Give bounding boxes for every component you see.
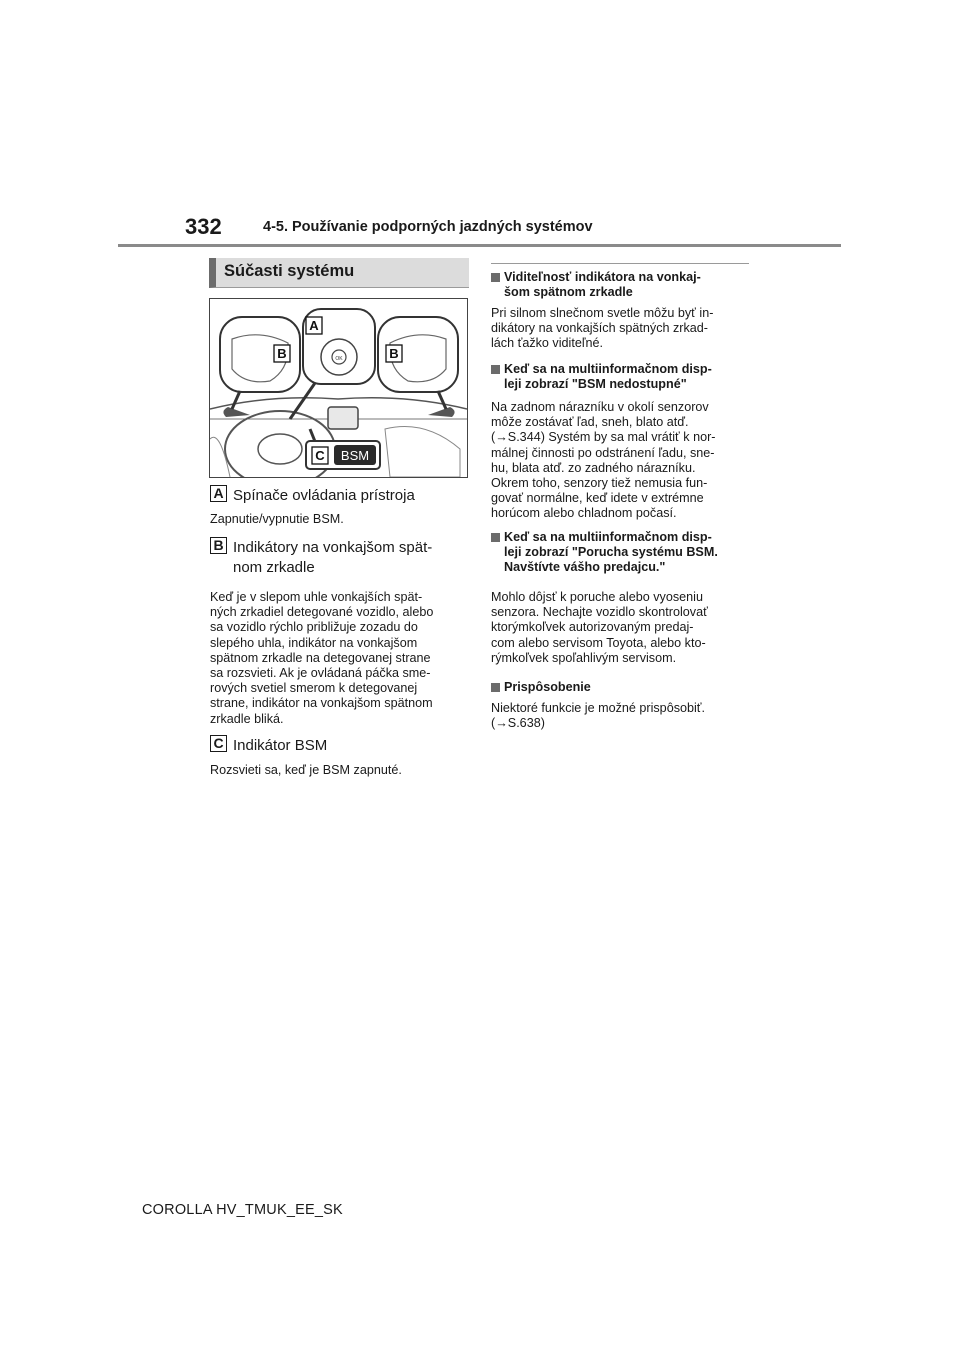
item-b-desc-line: zrkadle bliká. — [210, 711, 284, 726]
body-line: senzora. Nechajte vozidlo skontrolovať — [491, 605, 708, 620]
subsection-heading-line: Keď sa na multiinformačnom disp- — [504, 362, 712, 376]
subsection-heading-line: Viditeľnosť indikátora na vonkaj- — [504, 270, 701, 284]
label-a: A — [309, 318, 319, 333]
subsection-heading — [491, 680, 749, 695]
body-line: govať normálne, keď idete v extrémne — [491, 491, 704, 506]
item-b-desc-line: spätnom zrkadle na detegovanej strane — [210, 650, 431, 665]
item-c-desc: Rozsvieti sa, keď je BSM zapnuté. — [210, 763, 402, 777]
body-line: dikátory na vonkajších spätných zrkad- — [491, 321, 708, 336]
subsection-heading-line: leji zobrazí "Porucha systému BSM. — [504, 545, 718, 560]
header-rule — [118, 244, 841, 247]
item-b-desc-line: sa rozsvieti. Ak je ovládaná páčka sme- — [210, 666, 431, 681]
subsection-heading — [491, 270, 749, 300]
body-line: málnej činnosti po odstránení ľadu, sne- — [491, 445, 715, 460]
item-b-desc-line: slepého uhla, indikátor na vonkajšom — [210, 635, 418, 650]
subsection-body — [491, 400, 749, 522]
body-line: Niektoré funkcie je možné prispôsobiť. — [491, 701, 706, 715]
square-bullet-icon — [491, 683, 500, 692]
body-line: Pri silnom slnečnom svetle môžu byť in- — [491, 306, 714, 320]
body-line: rýmkoľvek spoľahlivým servisom. — [491, 650, 677, 665]
dashboard-drawing — [210, 299, 467, 477]
item-b-desc — [210, 590, 468, 727]
item-b-desc-line: ných zrkadiel detegované vozidlo, alebo — [210, 605, 434, 620]
body-line: (→S.344) Systém by sa mal vrátiť k nor- — [491, 430, 716, 445]
item-b-title-line2: nom zrkadle — [233, 559, 315, 576]
right-column-rule — [491, 263, 749, 264]
system-components-heading — [209, 258, 469, 288]
item-a-title: Spínače ovládania prístroja — [233, 487, 415, 504]
body-line: (→S.638) — [491, 716, 545, 731]
body-line: Na zadnom nárazníku v okolí senzorov — [491, 400, 709, 414]
body-line: lách ťažko viditeľné. — [491, 336, 604, 351]
body-line: Mohlo dôjsť k poruche alebo vyoseniu — [491, 590, 703, 604]
item-b-desc-line: rových svetiel smerom k detegovanej — [210, 681, 418, 696]
item-a — [210, 483, 415, 508]
ok-button-label: OK — [335, 356, 343, 362]
key-b: B — [210, 537, 227, 554]
body-line: môže zostávať ľad, sneh, blato atď. — [491, 415, 689, 430]
subsection-heading-line: Prispôsobenie — [504, 680, 591, 694]
subsection-body — [491, 701, 749, 731]
subsection-heading-line: leji zobrazí "BSM nedostupné" — [504, 377, 687, 392]
section-title: 4-5. Používanie podporných jazdných systémov — [263, 219, 593, 235]
item-c-title: Indikátor BSM — [233, 737, 328, 754]
item-b-desc-line: Keď je v slepom uhle vonkajších spät- — [210, 590, 423, 604]
square-bullet-icon — [491, 365, 500, 374]
body-line: com alebo servisom Toyota, alebo kto- — [491, 635, 706, 650]
item-b-desc-line: strane, indikátor na vonkajšom spätnom — [210, 696, 433, 711]
subsection-body — [491, 306, 749, 352]
label-c: C — [315, 448, 325, 463]
key-c: C — [210, 735, 227, 752]
square-bullet-icon — [491, 273, 500, 282]
body-line: horúcom alebo chladnom počasí. — [491, 506, 677, 521]
square-bullet-icon — [491, 533, 500, 542]
system-components-heading-text: Súčasti systému — [224, 262, 355, 280]
item-a-desc: Zapnutie/vypnutie BSM. — [210, 512, 344, 526]
item-c — [210, 733, 327, 758]
subsection-heading-line: Keď sa na multiinformačnom disp- — [504, 530, 712, 544]
footer-model-code: COROLLA HV_TMUK_EE_SK — [142, 1202, 343, 1218]
subsection-heading-line: šom spätnom zrkadle — [504, 285, 633, 300]
body-line: ktorýmkoľvek autorizovaným predaj- — [491, 620, 694, 635]
bsm-indicator-label: BSM — [340, 448, 370, 463]
subsection-heading — [491, 362, 749, 392]
body-line: Okrem toho, senzory tiež nemusia fun- — [491, 476, 708, 491]
label-b-right: B — [389, 346, 399, 361]
page-number: 332 — [185, 214, 222, 239]
subsection-heading-line: Navštívte vášho predajcu." — [504, 560, 666, 575]
item-b-title-line1: Indikátory na vonkajšom spät- — [233, 539, 433, 556]
item-b-desc-line: sa vozidlo rýchlo približuje zozadu do — [210, 620, 418, 635]
subsection-body — [491, 590, 749, 666]
subsection-heading — [491, 530, 749, 576]
dashboard-illustration — [209, 298, 468, 478]
label-b-left: B — [277, 346, 287, 361]
body-line: hu, blata atď. zo zadného nárazníku. — [491, 460, 696, 475]
key-a: A — [210, 485, 227, 502]
